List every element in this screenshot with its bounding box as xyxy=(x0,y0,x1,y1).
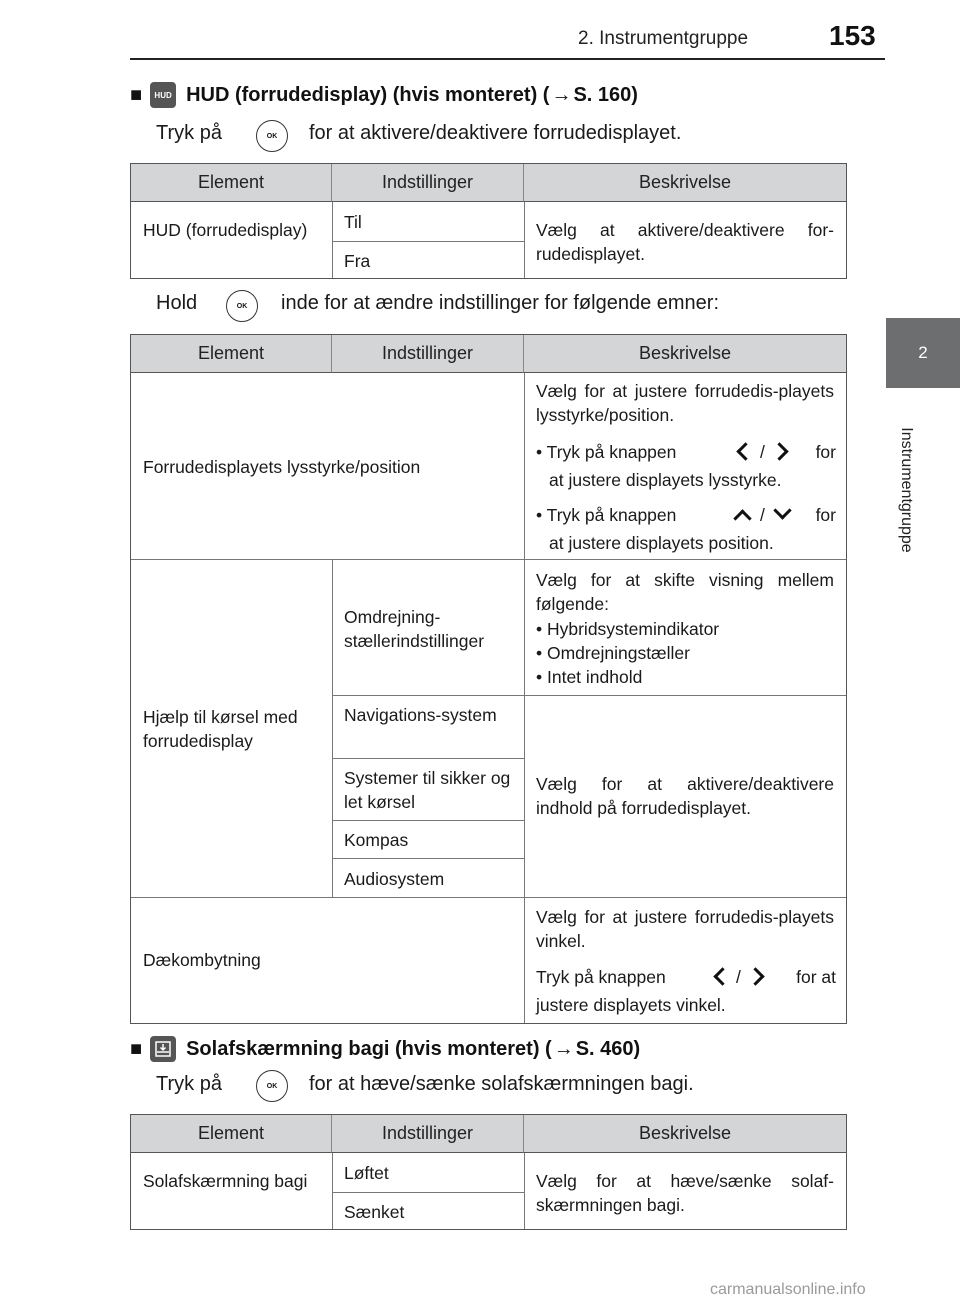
section-heading-sunshade xyxy=(130,1036,640,1062)
chevron-left-icon xyxy=(736,442,754,460)
tire-line2: justere displayets vinkel. xyxy=(536,995,726,1015)
heading-text: Solafskærmning bagi (hvis monteret) ( xyxy=(186,1037,552,1060)
col-header-description: Beskrivelse xyxy=(524,335,846,373)
chevron-down-icon xyxy=(773,501,791,519)
row-divider xyxy=(332,241,524,242)
cell-desc-content: Vælg for at aktivere/deaktivere indhold på forrudedisplayet. xyxy=(536,774,834,818)
slash: / xyxy=(736,967,741,987)
ok-button-icon: OK xyxy=(226,290,258,322)
hud-intro-after: for at aktivere/deaktivere forrudedisplayet. xyxy=(309,122,682,144)
col-header-settings: Indstillinger xyxy=(332,1115,524,1153)
col-header-element: Element xyxy=(131,1115,332,1153)
cell-setting-fra: Fra xyxy=(344,251,371,271)
running-header-section: 2. Instrumentgruppe xyxy=(578,28,749,49)
watermark: carmanualsonline.info xyxy=(710,1281,866,1298)
row-divider xyxy=(332,858,524,859)
cell-setting-safety: Systemer til sikker og let kørsel xyxy=(344,768,511,812)
cell-element-assist: Hjælp til kørsel med forrudedisplay xyxy=(143,707,298,751)
hud-icon: HUD xyxy=(150,82,176,108)
brightness-bullet-1-line2: at justere displayets lysstyrke. xyxy=(549,470,782,490)
col-header-settings: Indstillinger xyxy=(332,164,524,202)
bullet-text: • Tryk på knappen xyxy=(536,505,677,525)
hold-after: inde for at ændre indstillinger for følgende emner: xyxy=(281,292,720,314)
arrow-icon: → xyxy=(551,83,572,106)
chapter-tab: 2 xyxy=(886,318,960,388)
cell-setting-til: Til xyxy=(344,212,362,232)
hold-before: Hold xyxy=(156,292,198,314)
cell-element-hud: HUD (forrudedisplay) xyxy=(143,220,308,240)
heading-ref: S. 160) xyxy=(573,83,638,106)
cell-setting-saenket: Sænket xyxy=(344,1202,405,1222)
sunshade-intro-before: Tryk på xyxy=(156,1073,222,1095)
row-divider xyxy=(332,758,524,759)
table-header-row xyxy=(131,335,846,373)
bullet-for: for xyxy=(815,442,836,462)
header-rule xyxy=(130,58,885,60)
row-divider xyxy=(332,695,846,696)
hud-table xyxy=(130,163,847,279)
row-divider xyxy=(332,820,524,821)
sunshade-intro-after: for at hæve/sænke solafskærmningen bagi. xyxy=(309,1073,694,1095)
cell-element-sunshade: Solafskærmning bagi xyxy=(143,1171,308,1191)
brightness-bullet-2-line2: at justere displayets position. xyxy=(549,533,774,553)
row-divider xyxy=(332,1192,524,1193)
page-number: 153 xyxy=(829,20,876,51)
col-header-element: Element xyxy=(131,164,332,202)
row-divider xyxy=(131,897,846,898)
ok-button-icon: OK xyxy=(256,120,288,152)
sunshade-table xyxy=(130,1114,847,1230)
heading-text: HUD (forrudedisplay) (hvis monteret) ( xyxy=(186,83,550,106)
tire-instruction xyxy=(536,965,836,989)
cell-setting-rpm: Omdrejning-stællerindstillinger xyxy=(344,607,485,651)
table-header-row xyxy=(131,1115,846,1153)
ok-button-icon: OK xyxy=(256,1070,288,1102)
cell-desc-rpm-intro: Vælg for at skifte visning mellem følgende: xyxy=(536,570,834,614)
col-header-description: Beskrivelse xyxy=(524,1115,846,1153)
chapter-tab-label-text: Instrumentgruppe xyxy=(898,427,915,553)
tire-text: Tryk på knappen xyxy=(536,967,666,987)
bullet-for: for xyxy=(815,505,836,525)
col-header-settings: Indstillinger xyxy=(332,335,524,373)
cell-description-hud: Vælg at aktivere/deaktivere for-rudedisplayet. xyxy=(536,220,834,264)
chevron-right-icon xyxy=(770,442,788,460)
cell-desc-brightness-intro: Vælg for at justere forrudedis-playets lysstyrke/position. xyxy=(536,381,834,425)
chapter-tab-label xyxy=(893,410,919,570)
chevron-up-icon xyxy=(733,509,751,527)
brightness-bullet-2 xyxy=(536,503,836,527)
col-header-description: Beskrivelse xyxy=(524,164,846,202)
brightness-bullet-1 xyxy=(536,440,836,464)
col-header-element: Element xyxy=(131,335,332,373)
tire-for-at: for at xyxy=(796,967,836,987)
cell-desc-tire-intro: Vælg for at justere forrudedis-playets vinkel. xyxy=(536,907,834,951)
hud-intro-before: Tryk på xyxy=(156,122,222,144)
rpm-option-2: • Omdrejningstæller xyxy=(536,643,690,663)
sunshade-icon xyxy=(150,1036,176,1062)
section-heading-hud xyxy=(130,82,638,108)
settings-table xyxy=(130,334,847,1024)
slash: / xyxy=(760,442,765,462)
chevron-right-icon xyxy=(746,967,764,985)
cell-element-brightness: Forrudedisplayets lysstyrke/position xyxy=(143,457,421,477)
heading-ref: S. 460) xyxy=(575,1037,641,1060)
cell-description-sunshade: Vælg for at hæve/sænke solaf-skærmningen bagi. xyxy=(536,1171,834,1215)
heading-bullet: ■ xyxy=(130,1037,143,1060)
row-divider xyxy=(131,559,846,560)
arrow-icon: → xyxy=(553,1037,574,1060)
rpm-option-1: • Hybridsystemindikator xyxy=(536,619,720,639)
cell-setting-audio: Audiosystem xyxy=(344,869,445,889)
table-header-row xyxy=(131,164,846,202)
heading-bullet: ■ xyxy=(130,83,143,106)
cell-setting-navigation: Navigations-system xyxy=(344,705,497,725)
sunshade-icon-graphic xyxy=(154,1040,172,1058)
cell-setting-compass: Kompas xyxy=(344,830,409,850)
bullet-text: • Tryk på knappen xyxy=(536,442,677,462)
slash: / xyxy=(760,505,765,525)
cell-element-tire: Dækombytning xyxy=(143,950,261,970)
chevron-left-icon xyxy=(713,967,731,985)
rpm-option-3: • Intet indhold xyxy=(536,667,643,687)
cell-setting-loftet: Løftet xyxy=(344,1163,389,1183)
